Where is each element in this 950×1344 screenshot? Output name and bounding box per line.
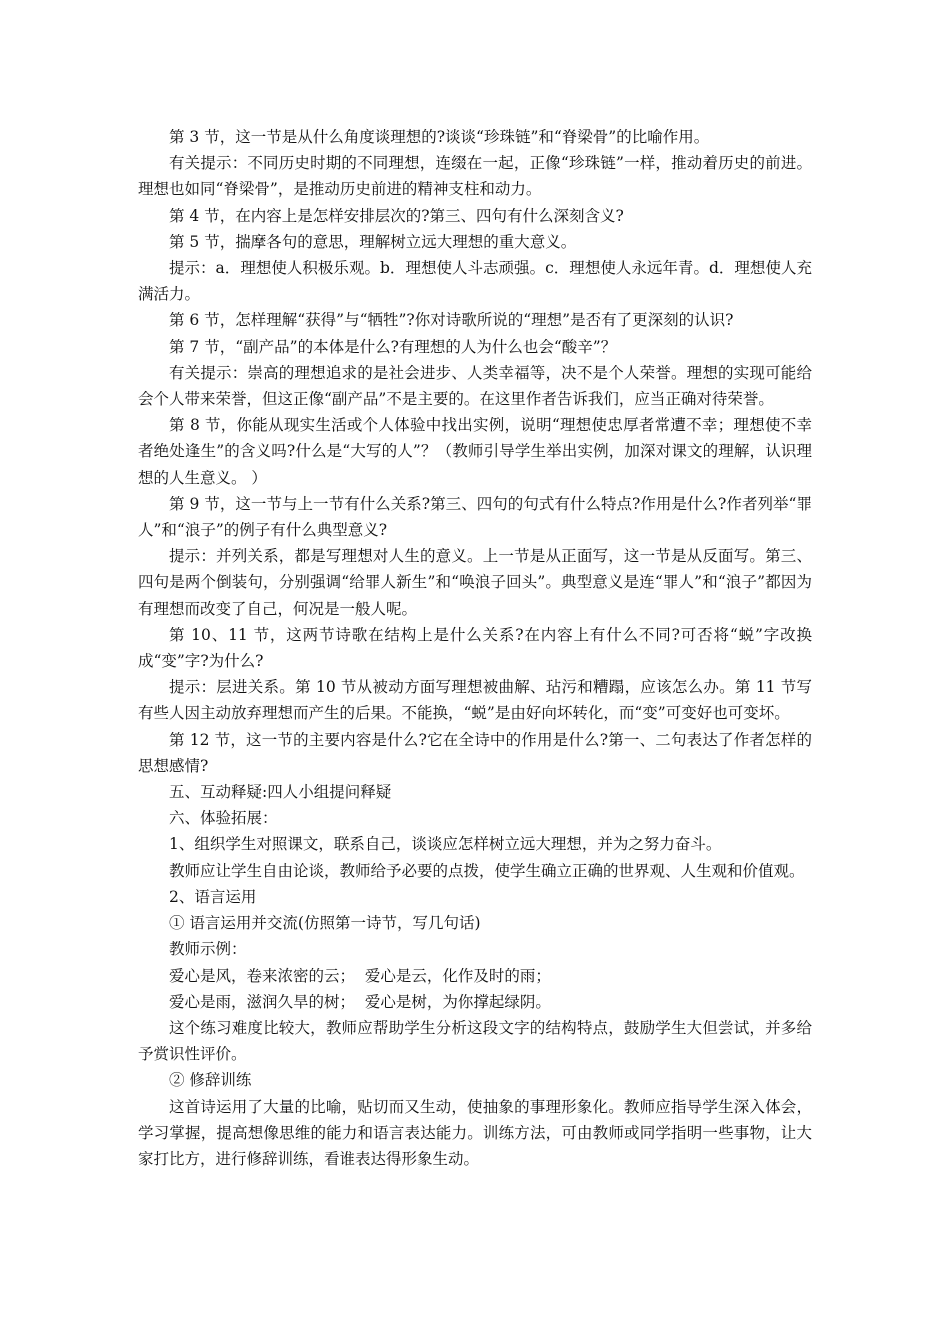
paragraph-activity-1: 1、组织学生对照课文，联系自己，谈谈应怎样树立远大理想，并为之努力奋斗。: [169, 835, 722, 854]
heading-experience-extension: 六、体验拓展：: [169, 809, 278, 828]
paragraph-activity-1-note: 教师应让学生自由论谈，教师给予必要的点拨，使学生确立正确的世界观、人生观和价值观。: [169, 861, 805, 880]
paragraph-section-12-question: 第 12 节，这一节的主要内容是什么?它在全诗中的作用是什么?第一、二句表达了作者怎样的思想感情?: [138, 730, 812, 775]
example-line-2: 爱心是雨，滋润久旱的树； 爱心是树，为你撑起绿阴。: [169, 992, 551, 1011]
paragraph-section-9-question: 第 9 节，这一节与上一节有什么关系?第三、四句的句式有什么特点?作用是什么?作者列举“罪人”和“浪子”的例子有什么典型意义?: [138, 494, 812, 540]
subheading-language-practice: ① 语言运用并交流(仿照第一诗节，写几句话): [169, 914, 481, 933]
heading-interactive-qa: 五、互动释疑:四人小组提问释疑: [169, 783, 392, 802]
paragraph-section-8-question: 第 8 节，你能从现实生活或个人体验中找出实例，说明“理想使忠厚者常遭不幸；理想使不幸者绝处逢生”的含义吗?什么是“大写的人”？（教师引导学生举出实例，加深对课文的理解，认识理想的人生意义。 ）: [138, 416, 812, 487]
heading-language-use: 2、语言运用: [169, 887, 257, 906]
paragraph-section-5-hint: 提示：a．理想使人积极乐观。b．理想使人斗志顽强。c．理想使人永远年青。d．理想使人充满活力。: [138, 259, 812, 304]
paragraph-section-4-question: 第 4 节，在内容上是怎样安排层次的?第三、四句有什么深刻含义?: [169, 206, 624, 225]
paragraph-section-3-hint: 有关提示：不同历史时期的不同理想，连缀在一起，正像“珍珠链”一样，推动着历史的前进。理想也如同“脊梁骨”，是推动历史前进的精神支柱和动力。: [138, 154, 812, 199]
document-body: [138, 124, 812, 1172]
paragraph-rhetoric-note: 这首诗运用了大量的比喻，贴切而又生动，使抽象的事理形象化。教师应指导学生深入体会，学习掌握，提高想像思维的能力和语言表达能力。训练方法，可由教师或同学指明一些事物，让大家打比方，进行修辞训练，看谁表达得形象生动。: [138, 1097, 812, 1168]
paragraph-section-5-question: 第 5 节，揣摩各句的意思，理解树立远大理想的重大意义。: [169, 232, 577, 251]
example-line-1: 爱心是风，卷来浓密的云； 爱心是云，化作及时的雨；: [169, 966, 551, 985]
paragraph-section-6-question: 第 6 节，怎样理解“获得”与“牺牲”?你对诗歌所说的“理想”是否有了更深刻的认识?: [169, 311, 734, 330]
subheading-rhetoric-training: ② 修辞训练: [169, 1071, 252, 1090]
paragraph-exercise-note: 这个练习难度比较大，教师应帮助学生分析这段文字的结构特点，鼓励学生大但尝试，并多给予赏识性评价。: [138, 1018, 812, 1064]
paragraph-section-7-hint: 有关提示：崇高的理想追求的是社会进步、人类幸福等，决不是个人荣誉。理想的实现可能给会个人带来荣誉，但这正像“副产品”不是主要的。在这里作者告诉我们，应当正确对待荣誉。: [138, 363, 812, 409]
paragraph-section-7-question: 第 7 节，“副产品”的本体是什么?有理想的人为什么也会“酸辛”？: [169, 337, 617, 356]
label-teacher-example: 教师示例：: [169, 940, 247, 959]
paragraph-section-10-11-hint: 提示：层进关系。第 10 节从被动方面写理想被曲解、玷污和糟蹋，应该怎么办。第 11 节写有些人因主动放弃理想而产生的后果。不能换，“蜕”是由好向坏转化，而“变”可变好也可变坏。: [138, 678, 812, 723]
paragraph-section-10-11-question: 第 10、11 节，这两节诗歌在结构上是什么关系?在内容上有什么不同?可否将“蜕”字改换成“变”字?为什么?: [138, 625, 812, 671]
paragraph-section-9-hint: 提示：并列关系，都是写理想对人生的意义。上一节是从正面写，这一节是从反面写。第三、四句是两个倒装句，分别强调“给罪人新生”和“唤浪子回头”。典型意义是连“罪人”和“浪子”都因为有理想而改变了自己，何况是一般人呢。: [138, 547, 812, 618]
paragraph-section-3-question: 第 3 节，这一节是从什么角度谈理想的?谈谈“珍珠链”和“脊梁骨”的比喻作用。: [169, 128, 710, 146]
